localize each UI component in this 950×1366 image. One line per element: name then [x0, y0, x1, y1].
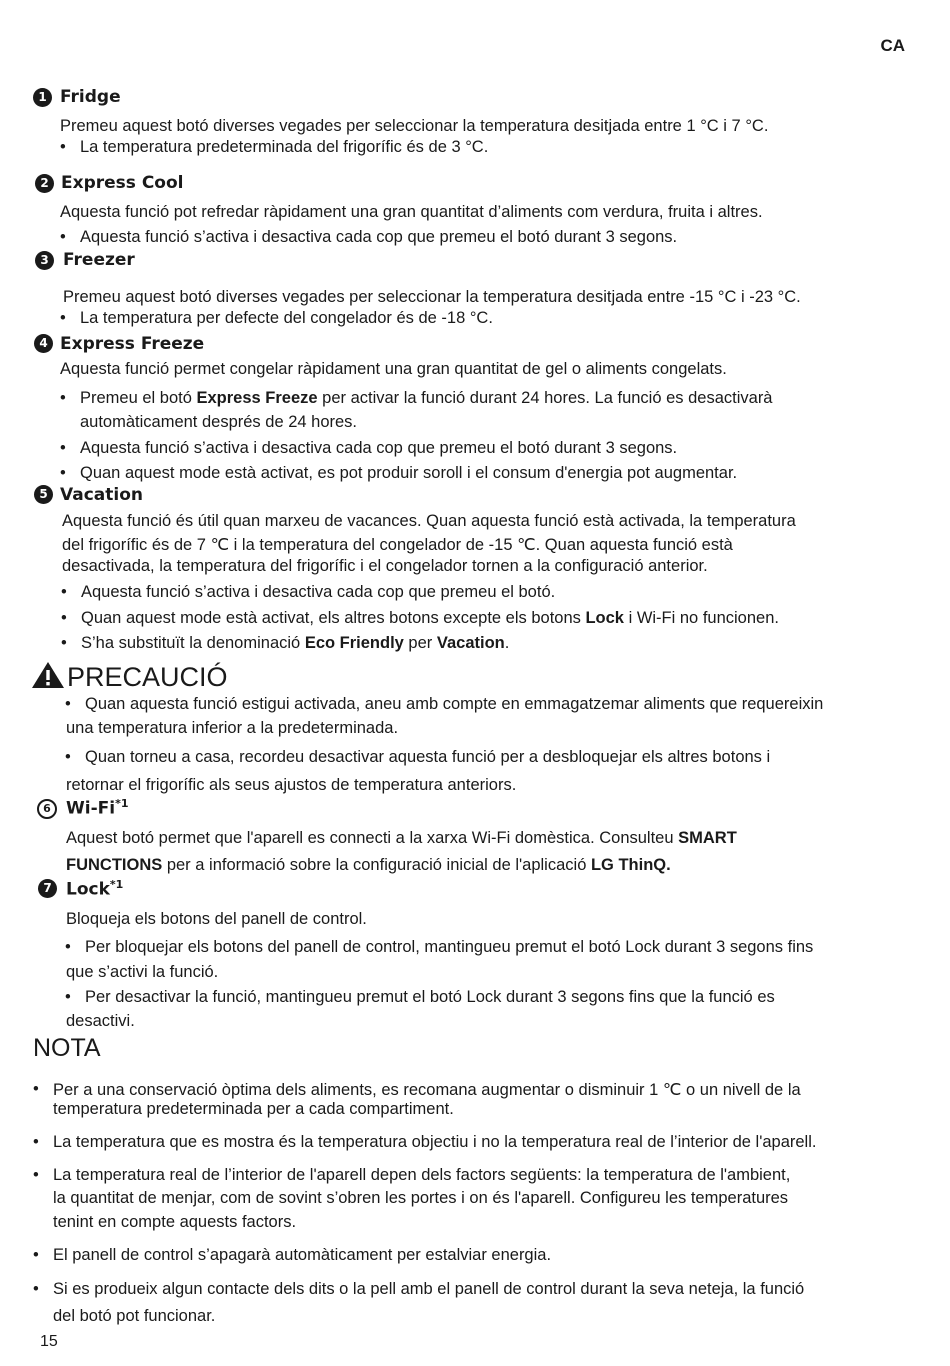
number-badge-2: 2 [35, 174, 54, 193]
lock-bullet-2-cont: desactivi. [66, 1012, 135, 1030]
express-freeze-bullet-1-cont: automàticament després de 24 hores. [80, 413, 357, 431]
section-title-express-freeze: Express Freeze [60, 334, 205, 354]
caution-bullet-1: • Quan aquesta funció estigui activada, aneu amb compte en emmagatzemar aliments que requereixin [85, 695, 823, 714]
page-number: 15 [40, 1333, 58, 1350]
note-bullet-5: • Si es produeix algun contacte dels dits o la pell amb el panell de control durant la seva neteja, la funció [53, 1280, 804, 1299]
note-bullet-3: • La temperatura real de l’interior de l'aparell depen dels factors següents: la temperatura de l'ambient, [53, 1166, 790, 1185]
vacation-line-3: desactivada, la temperatura del frigorífic i el congelador tornen a la configuració anterior. [62, 557, 708, 575]
number-badge-3: 3 [35, 251, 54, 270]
note-bullet-2: • La temperatura que es mostra és la temperatura objectiu i no la temperatura real de l’interior de l'aparell. [53, 1133, 816, 1152]
caution-title: PRECAUCIÓ [67, 662, 228, 692]
freezer-bullet-1: • La temperatura per defecte del congelador és de -18 °C. [80, 309, 493, 328]
freezer-description: Premeu aquest botó diverses vegades per seleccionar la temperatura desitjada entre -15 °C i -23 °C. [63, 288, 801, 306]
note-bullet-3-cont-1: la quantitat de menjar, com de sovint s’obren les portes i on és l'aparell. Configureu les temperatures [53, 1189, 789, 1207]
section-title-wifi: Wi-Fi$^{*1}$ [66, 797, 129, 819]
number-badge-1: 1 [33, 88, 52, 107]
section-title-express-cool: Express Cool [61, 173, 184, 193]
note-bullet-5-cont: del botó pot funcionar. [53, 1307, 216, 1325]
express-freeze-bullet-1: • Premeu el botó Express Freeze per activar la funció durant 24 hores. La funció es desactivarà [80, 389, 773, 408]
fridge-description: Premeu aquest botó diverses vegades per seleccionar la temperatura desitjada entre 1 °C i 7 °C. [60, 117, 769, 135]
vacation-bullet-3: • S’ha substituït la denominació Eco Friendly per Vacation. [81, 634, 509, 653]
warning-icon [30, 660, 66, 690]
lock-bullet-1-cont: que s’activi la funció. [66, 963, 219, 981]
lock-bullet-1: • Per bloquejar els botons del panell de control, mantingueu premut el botó Lock durant 3 segons fins [85, 938, 813, 957]
vacation-bullet-2: • Quan aquest mode està activat, els altres botons excepte els botons Lock i Wi-Fi no funcionen. [81, 609, 779, 628]
express-freeze-bullet-2: • Aquesta funció s’activa i desactiva cada cop que premeu el botó durant 3 segons. [80, 439, 677, 458]
fridge-bullet-1: • La temperatura predeterminada del frigorífic és de 3 °C. [80, 138, 488, 157]
vacation-line-2: del frigorífic és de 7 ℃ i la temperatura del congelador de -15 ℃. Quan aquesta funció està [62, 536, 733, 554]
section-title-freezer: Freezer [63, 250, 135, 270]
express-freeze-description: Aquesta funció permet congelar ràpidament una gran quantitat de gel o aliments congelats. [60, 360, 727, 378]
section-title-lock: Lock$^{*1}$ [66, 878, 124, 900]
caution-bullet-2: • Quan torneu a casa, recordeu desactivar aquesta funció per a desbloquejar els altres botons i [85, 748, 770, 767]
wifi-line-1: Aquest botó permet que l'aparell es connecti a la xarxa Wi-Fi domèstica. Consulteu SMART [66, 829, 737, 847]
language-code: CA [880, 36, 905, 55]
note-bullet-1-cont: temperatura predeterminada per a cada compartiment. [53, 1100, 454, 1118]
number-badge-6: 6 [37, 799, 57, 819]
wifi-line-2: FUNCTIONS per a informació sobre la configuració inicial de l'aplicació LG ThinQ. [66, 856, 671, 874]
note-bullet-1: • Per a una conservació òptima dels aliments, es recomana augmentar o disminuir 1 ℃ o un nivell de la [53, 1080, 801, 1100]
express-cool-description: Aquesta funció pot refredar ràpidament una gran quantitat d’aliments com verdura, fruita i altres. [60, 203, 763, 221]
section-title-fridge: Fridge [60, 87, 121, 107]
caution-bullet-2-cont: retornar el frigorífic als seus ajustos de temperatura anteriors. [66, 776, 517, 794]
vacation-line-1: Aquesta funció és útil quan marxeu de vacances. Quan aquesta funció està activada, la temperatura [62, 512, 796, 530]
number-badge-5: 5 [34, 485, 53, 504]
express-freeze-bullet-3: • Quan aquest mode està activat, es pot produir soroll i el consum d'energia pot augmentar. [80, 464, 737, 483]
express-cool-bullet-1: • Aquesta funció s’activa i desactiva cada cop que premeu el botó durant 3 segons. [80, 228, 677, 247]
note-title: NOTA [33, 1034, 101, 1062]
vacation-bullet-1: • Aquesta funció s’activa i desactiva cada cop que premeu el botó. [81, 583, 555, 602]
section-title-vacation: Vacation [60, 485, 143, 505]
note-bullet-4: • El panell de control s’apagarà automàticament per estalviar energia. [53, 1246, 551, 1265]
number-badge-7: 7 [38, 879, 57, 898]
lock-description: Bloqueja els botons del panell de control. [66, 910, 367, 928]
caution-bullet-1-cont: una temperatura inferior a la predeterminada. [66, 719, 399, 737]
number-badge-4: 4 [34, 334, 53, 353]
note-bullet-3-cont-2: tenint en compte aquests factors. [53, 1213, 297, 1231]
lock-bullet-2: • Per desactivar la funció, mantingueu premut el botó Lock durant 3 segons fins que la funció es [85, 988, 775, 1007]
